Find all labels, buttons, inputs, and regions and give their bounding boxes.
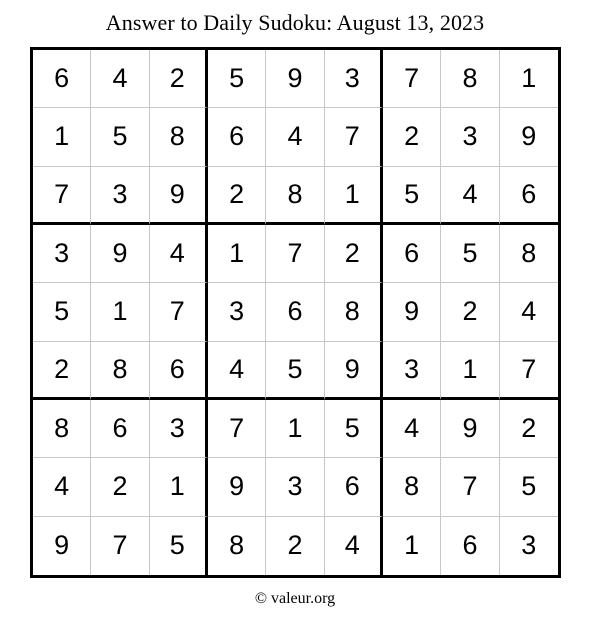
sudoku-cell-r9c5: 2 (266, 517, 324, 575)
sudoku-cell-r9c7: 1 (383, 517, 441, 575)
sudoku-cell-r6c2: 8 (91, 342, 149, 400)
sudoku-cell-r8c5: 3 (266, 458, 324, 516)
sudoku-cell-r3c7: 5 (383, 167, 441, 225)
sudoku-cell-r3c3: 9 (150, 167, 208, 225)
sudoku-cell-r4c2: 9 (91, 225, 149, 283)
sudoku-cell-r7c5: 1 (266, 400, 324, 458)
sudoku-cell-r5c6: 8 (325, 283, 383, 341)
sudoku-cell-r2c8: 3 (441, 108, 499, 166)
sudoku-cell-r4c8: 5 (441, 225, 499, 283)
sudoku-cell-r8c3: 1 (150, 458, 208, 516)
sudoku-cell-r7c4: 7 (208, 400, 266, 458)
sudoku-cell-r6c1: 2 (33, 342, 91, 400)
sudoku-cell-r6c4: 4 (208, 342, 266, 400)
sudoku-cell-r9c3: 5 (150, 517, 208, 575)
sudoku-cell-r1c1: 6 (33, 50, 91, 108)
sudoku-cell-r9c9: 3 (521, 530, 537, 561)
sudoku-cell-r3c9: 6 (500, 167, 558, 225)
sudoku-cell-r7c8: 9 (441, 400, 499, 458)
sudoku-cell-r3c1: 7 (33, 167, 91, 225)
sudoku-cell-r1c8: 8 (441, 50, 499, 108)
sudoku-cell-r2c1: 1 (33, 108, 91, 166)
sudoku-cell-r9c8: 6 (441, 517, 499, 575)
sudoku-cell-r6c7: 3 (383, 342, 441, 400)
sudoku-cell-r2c3: 8 (150, 108, 208, 166)
sudoku-cell-r5c9: 4 (500, 283, 558, 341)
sudoku-cell-r7c7: 4 (383, 400, 441, 458)
sudoku-cell-r1c3: 2 (150, 50, 208, 108)
sudoku-cell-r7c1: 8 (33, 400, 91, 458)
sudoku-cell-r6c3: 6 (150, 342, 208, 400)
sudoku-cell-r2c5: 4 (266, 108, 324, 166)
sudoku-cell-r1c2: 4 (91, 50, 149, 108)
sudoku-cell-r2c9: 9 (500, 108, 558, 166)
sudoku-cell-r1c6: 3 (325, 50, 383, 108)
sudoku-cell-r3c2: 3 (91, 167, 149, 225)
sudoku-cell-r3c5: 8 (266, 167, 324, 225)
sudoku-cell-r8c9: 5 (500, 458, 558, 516)
sudoku-cell-r5c7: 9 (383, 283, 441, 341)
sudoku-cell-r8c7: 8 (383, 458, 441, 516)
sudoku-cell-r6c5: 5 (266, 342, 324, 400)
sudoku-cell-r9c2: 7 (91, 517, 149, 575)
sudoku-cell-r5c2: 1 (91, 283, 149, 341)
sudoku-cell-r8c6: 6 (325, 458, 383, 516)
sudoku-cell-r9c4: 8 (208, 517, 266, 575)
sudoku-cell-r1c9: 1 (500, 50, 558, 108)
sudoku-cell-r8c1: 4 (33, 458, 91, 516)
sudoku-grid (33, 50, 558, 575)
sudoku-cell-r5c4: 3 (208, 283, 266, 341)
sudoku-cell-r9c6: 4 (325, 517, 383, 575)
sudoku-cell-r5c8: 2 (441, 283, 499, 341)
sudoku-cell-r8c8: 7 (441, 458, 499, 516)
sudoku-cell-r5c3: 7 (150, 283, 208, 341)
sudoku-cell-r8c2: 2 (91, 458, 149, 516)
sudoku-cell-r3c4: 2 (208, 167, 266, 225)
sudoku-cell-r7c6: 5 (325, 400, 383, 458)
sudoku-cell-r4c7: 6 (383, 225, 441, 283)
sudoku-cell-r7c3: 3 (150, 400, 208, 458)
sudoku-cell-r4c6: 2 (325, 225, 383, 283)
sudoku-cell-r2c4: 6 (208, 108, 266, 166)
sudoku-cell-r4c5: 7 (266, 225, 324, 283)
sudoku-board (30, 47, 561, 578)
sudoku-cell-r1c7: 7 (383, 50, 441, 108)
sudoku-cell-r6c9: 7 (500, 342, 558, 400)
sudoku-cell-r5c1: 5 (33, 283, 91, 341)
sudoku-cell-r9c1: 9 (33, 517, 91, 575)
sudoku-cell-r7c2: 6 (91, 400, 149, 458)
sudoku-cell-r4c3: 4 (150, 225, 208, 283)
sudoku-cell-r4c1: 3 (33, 225, 91, 283)
sudoku-cell-r4c9: 8 (500, 225, 558, 283)
copyright-footer: © valeur.org (254, 590, 336, 607)
puzzle-title: Answer to Daily Sudoku: August 13, 2023 (105, 10, 485, 35)
sudoku-cell-r2c7: 2 (383, 108, 441, 166)
sudoku-cell-r2c6: 7 (325, 108, 383, 166)
sudoku-cell-r6c6: 9 (325, 342, 383, 400)
sudoku-cell-r3c8: 4 (441, 167, 499, 225)
sudoku-cell-r5c5: 6 (266, 283, 324, 341)
sudoku-cell-r1c4: 5 (208, 50, 266, 108)
sudoku-cell-r8c4: 9 (208, 458, 266, 516)
sudoku-cell-r2c2: 5 (91, 108, 149, 166)
sudoku-cell-r7c9: 2 (500, 400, 558, 458)
sudoku-cell-r3c6: 1 (325, 167, 383, 225)
sudoku-cell-r1c5: 9 (266, 50, 324, 108)
sudoku-cell-r4c4: 1 (208, 225, 266, 283)
sudoku-cell-r6c8: 1 (441, 342, 499, 400)
